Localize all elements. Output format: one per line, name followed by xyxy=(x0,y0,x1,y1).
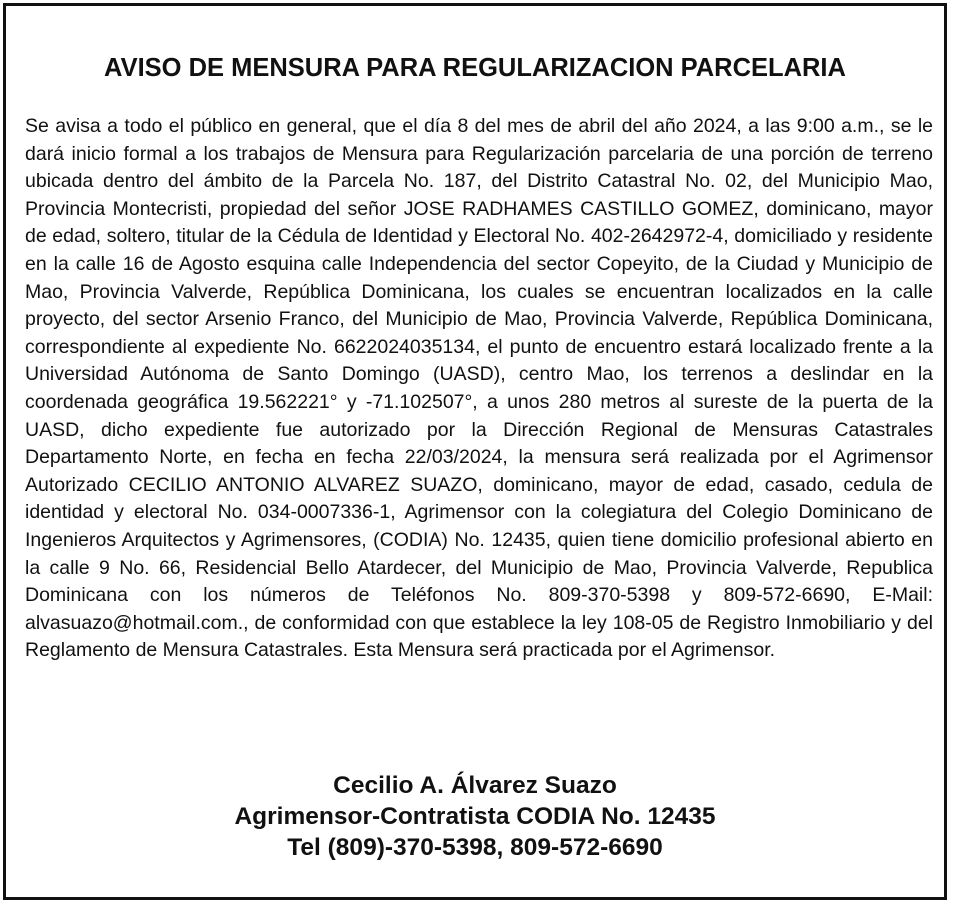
signature-role: Agrimensor-Contratista CODIA No. 12435 xyxy=(234,803,716,830)
signature-name: Cecilio A. Álvarez Suazo xyxy=(333,772,617,799)
notice-frame xyxy=(3,3,947,900)
notice-body: Se avisa a todo el público en general, que el día 8 del mes de abril del año 2024, a las 9:00 a.m., se le dará inicio formal a los trabajos de Mensura para Regularización parcelaria de una porción de terreno ubicada dentro del ámbito de la Parcela No. 187, del Distrito Catastral No. 02, del Municipio Mao, Provincia Montecristi, propiedad del señor JOSE RADHAMES CASTILLO GOMEZ, dominicano, mayor de edad, soltero, titular de la Cédula de Identidad y Electoral No. 402-2642972-4, domiciliado y residente en la calle 16 de Agosto esquina calle Independencia del sector Copeyito, de la Ciudad y Municipio de Mao, Provincia Valverde, República Dominicana, los cuales se encuentran localizados en la calle proyecto, del sector Arsenio Franco, del Municipio de Mao, Provincia Valverde, República Dominicana, correspondiente al expediente No. 6622024035134, el punto de encuentro estará localizado frente a la Universidad Autónoma de Santo Domingo (UASD), centro Mao, los terrenos a deslindar en la coordenada geográfica 19.562221° y -71.102507°, a unos 280 metros al sureste de la puerta de la UASD, dicho expediente fue autorizado por la Dirección Regional de Mensuras Catastrales Departamento Norte, en fecha en fecha 22/03/2024, la mensura será realizada por el Agrimensor Autorizado CECILIO ANTONIO ALVAREZ SUAZO, dominicano, mayor de edad, casado, cedula de identidad y electoral No. 034-0007336-1, Agrimensor con la colegiatura del Colegio Dominicano de Ingenieros Arquitectos y Agrimensores, (CODIA) No. 12435, quien tiene domicilio profesional abierto en la calle 9 No. 66, Residencial Bello Atardecer, del Municipio de Mao, Provincia Valverde, Republica Dominicana con los números de Teléfonos No. 809-370-5398 y 809-572-6690, E-Mail: alvasuazo@hotmail.com., de conformidad con que establece la ley 108-05 de Registro Inmobiliario y del Reglamento de Mensura Catastrales. Esta Mensura será practicada por el Agrimensor. xyxy=(25,115,933,662)
notice-title: AVISO DE MENSURA PARA REGULARIZACION PARCELARIA xyxy=(104,54,846,82)
signature-phones: Tel (809)-370-5398, 809-572-6690 xyxy=(287,834,663,861)
signature-block xyxy=(6,770,944,863)
